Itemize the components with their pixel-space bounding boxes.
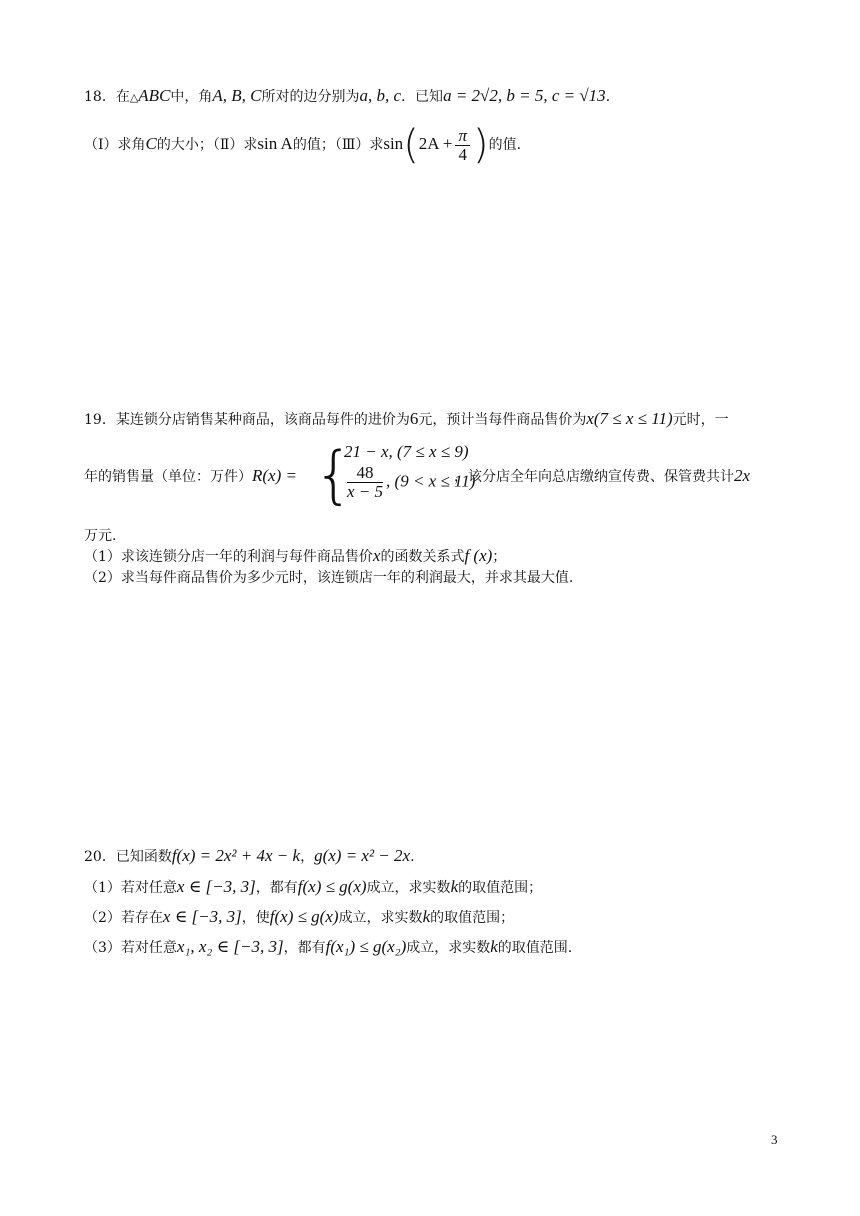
q20-part2 xyxy=(84,907,514,928)
q20-f-def: f(x) = 2x² + 4x − k xyxy=(171,846,301,865)
left-paren: ( xyxy=(403,122,419,168)
q20-text: 的取值范围； xyxy=(430,910,515,926)
q18-line1 xyxy=(84,86,620,108)
q20-text: 成立，求实数 xyxy=(366,880,451,896)
q19-text: 年的销售量（单位：万件） xyxy=(84,469,252,485)
q20-text: （1）若对任意 xyxy=(84,880,177,896)
q19-line1 xyxy=(84,409,729,430)
q20-text: 成立，求实数 xyxy=(406,940,491,956)
q20-text: 成立，求实数 xyxy=(338,910,423,926)
q19-case1: 21 − x, (7 ≤ x ≤ 9) xyxy=(344,442,469,461)
frac-num: π xyxy=(455,127,470,146)
q18-part2: 的大小；（Ⅱ）求 xyxy=(156,137,258,153)
q18-part2-end: 的值；（Ⅲ）求 xyxy=(292,137,384,153)
q20-part3 xyxy=(84,937,572,958)
q18-part1: （Ⅰ）求角 xyxy=(84,137,146,153)
q19-price-range: x(7 ≤ x ≤ 11) xyxy=(586,409,673,428)
frac-den: x − 5 xyxy=(347,482,384,501)
q19-line2-right xyxy=(454,466,750,486)
frac-num: 48 xyxy=(347,464,383,483)
q19-text: ，该分店全年向总店缴纳宣传费、保管费共计 xyxy=(454,469,734,485)
q19-text: 19．某连锁分店销售某种商品，该商品每件的进价为 xyxy=(84,412,410,428)
q18-text: ． xyxy=(605,89,620,105)
q18-text: 所对的边分别为 xyxy=(261,89,360,105)
q18-sides: a, b, c xyxy=(359,86,402,105)
q20-k: k xyxy=(422,907,431,926)
q19-cost: 6 xyxy=(409,409,419,428)
q18-label: 18．在 xyxy=(84,89,130,105)
q18-part3-end: 的值. xyxy=(488,137,522,153)
q20-inequality: f(x) ≤ g(x) xyxy=(269,907,339,926)
q19-case2-frac xyxy=(347,464,383,501)
q18-given-values: a = 2√2, b = 5, c = √13 xyxy=(443,86,606,105)
q18-line2 xyxy=(84,122,522,168)
q20-g-def: g(x) = x² − 2x xyxy=(314,846,411,865)
q20-domain: x ∈ [−3, 3] xyxy=(162,907,242,926)
q20-text: 的取值范围. xyxy=(497,940,573,956)
q20-text: （2）若存在 xyxy=(84,910,163,926)
q19-text: 元，预计当每件商品售价为 xyxy=(418,412,587,428)
q19-f: f (x) xyxy=(464,546,493,565)
q20-inequality: f(x₁) ≤ g(x₂) xyxy=(325,937,407,956)
q19-R-func: R(x) = xyxy=(252,466,297,485)
q20-text: ，都有 xyxy=(255,880,298,896)
pi-over-4 xyxy=(455,127,470,164)
q19-line3: 万元. xyxy=(84,528,117,544)
q20-text: ， xyxy=(300,849,315,865)
q20-inequality: f(x) ≤ g(x) xyxy=(297,877,367,896)
q20-text: 20．已知函数 xyxy=(84,849,172,865)
left-brace: { xyxy=(314,438,354,511)
q20-text: （3）若对任意 xyxy=(84,940,177,956)
q18-sinA: sin A xyxy=(257,134,293,153)
q20-domain: x₁, x₂ ∈ [−3, 3] xyxy=(176,937,284,956)
q19-piecewise xyxy=(84,438,784,512)
page-number: 3 xyxy=(771,1132,778,1147)
q18-triangle-name: ABC xyxy=(138,86,171,105)
q19-var-x: x xyxy=(372,546,381,565)
q19-text: 的函数关系式 xyxy=(380,549,465,565)
q20-line1 xyxy=(84,846,415,867)
q20-text: . xyxy=(410,849,415,865)
q20-k: k xyxy=(450,877,459,896)
q20-k: k xyxy=(490,937,498,956)
q18-arg: 2A + xyxy=(418,134,453,153)
q18-angles: A, B, C xyxy=(212,86,262,105)
q19-part1 xyxy=(84,546,506,567)
q18-text: ．已知 xyxy=(401,89,444,105)
q20-text: 的取值范围； xyxy=(458,880,543,896)
q20-text: ，都有 xyxy=(283,940,326,956)
q20-text: ，使 xyxy=(241,910,270,926)
triangle-symbol: △ xyxy=(129,91,139,104)
q20-domain: x ∈ [−3, 3] xyxy=(176,877,256,896)
q18-sin: sin xyxy=(383,134,404,153)
q19-part2: （2）求当每件商品售价为多少元时，该连锁店一年的利润最大，并求其最大值. xyxy=(84,570,574,586)
q19-text: （1）求该连锁分店一年的利润与每件商品售价 xyxy=(84,549,373,565)
q19-case2-cond: , (9 < x ≤ 11) xyxy=(386,471,476,491)
q19-text: 元时，一 xyxy=(672,412,729,428)
q19-line2-left xyxy=(84,466,297,486)
q19-fee: 2x xyxy=(734,466,751,485)
q19-text: ； xyxy=(492,549,507,565)
frac-den: 4 xyxy=(458,144,467,164)
q20-part1 xyxy=(84,877,542,898)
right-paren: ) xyxy=(473,122,489,168)
q18-angle-c: C xyxy=(145,134,157,153)
q18-text: 中，角 xyxy=(170,89,213,105)
